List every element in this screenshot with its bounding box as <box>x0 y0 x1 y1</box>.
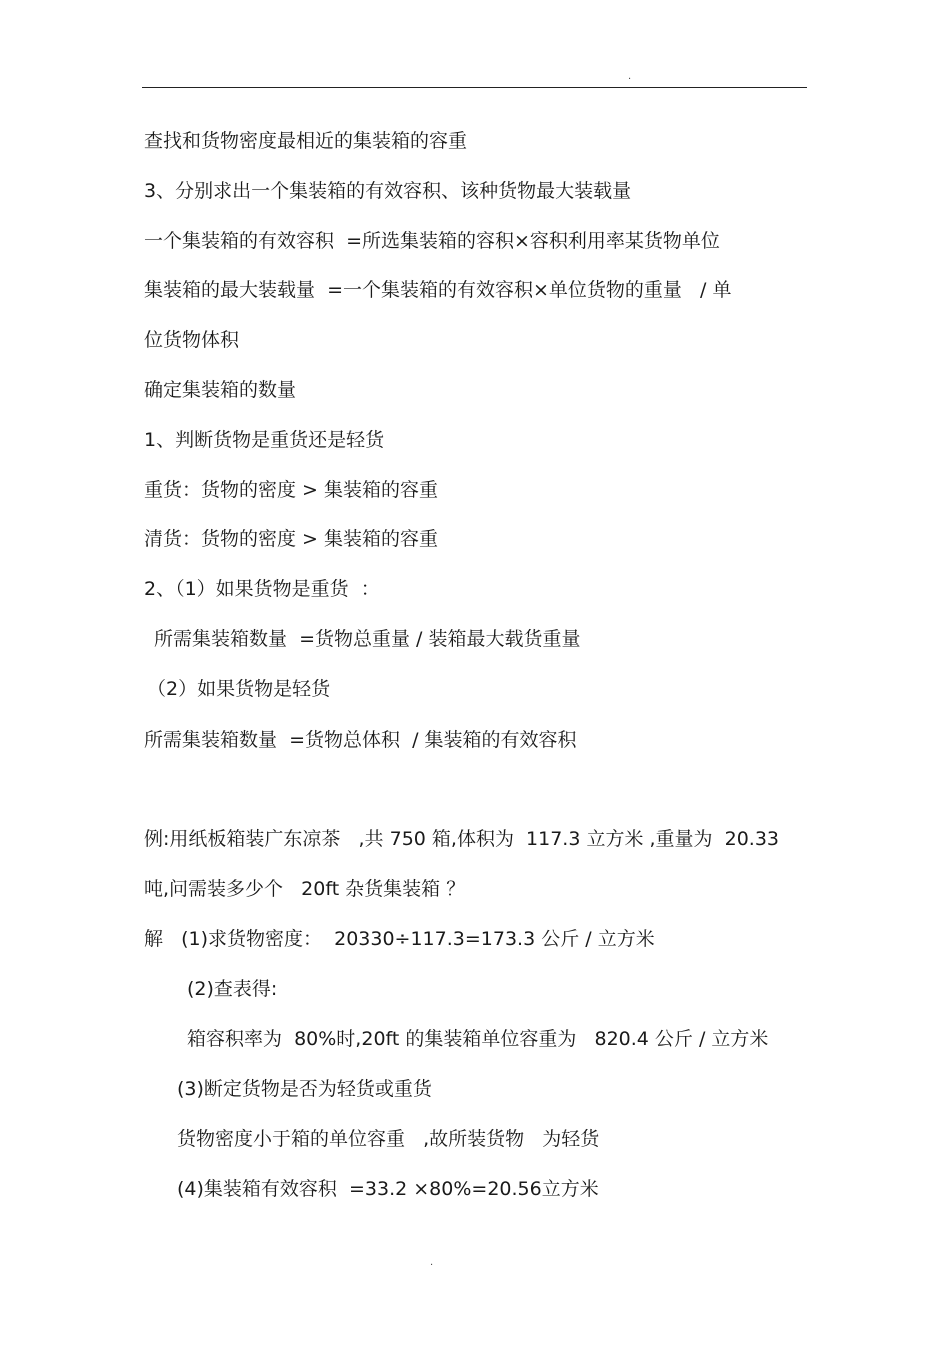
text-line: 1、判断货物是重货还是轻货 <box>144 429 385 451</box>
text-line: 箱容积率为 80%时,20ft 的集装箱单位容重为 820.4 公斤 / 立方米 <box>187 1028 769 1050</box>
header-dot: . <box>628 71 632 82</box>
text-line: 确定集装箱的数量 <box>144 379 297 401</box>
text-line: 3、分别求出一个集装箱的有效容积、该种货物最大装载量 <box>144 180 632 202</box>
text-line: 所需集装箱数量 =货物总重量 / 装箱最大载货重量 <box>154 628 581 650</box>
text-line: (2)查表得: <box>187 978 278 1000</box>
text-line: (3)断定货物是否为轻货或重货 <box>177 1078 432 1100</box>
text-line: 吨,问需装多少个 20ft 杂货集装箱 ？ <box>144 878 466 900</box>
footer-dot: . <box>430 1257 434 1268</box>
header-rule <box>142 87 807 88</box>
text-line: 重货：货物的密度 > 集装箱的容重 <box>144 479 438 501</box>
text-line: 位货物体积 <box>144 329 240 351</box>
text-line: 所需集装箱数量 =货物总体积 / 集装箱的有效容积 <box>144 729 577 751</box>
text-line: （2）如果货物是轻货 <box>147 678 331 700</box>
text-line: 货物密度小于箱的单位容重 ,故所装货物 为轻货 <box>177 1128 600 1150</box>
text-line: 2、（1）如果货物是重货 ： <box>144 578 380 600</box>
text-line: 集装箱的最大装载量 =一个集装箱的有效容积×单位货物的重量 / 单 <box>144 279 732 301</box>
text-line: 例:用纸板箱装广东凉茶 ,共 750 箱,体积为 117.3 立方米 ,重量为 20.33 <box>144 828 780 850</box>
text-line: 清货：货物的密度 > 集装箱的容重 <box>144 528 438 550</box>
text-line: (4)集装箱有效容积 =33.2 ×80%=20.56立方米 <box>177 1178 599 1200</box>
text-line: 解 (1)求货物密度： 20330÷117.3=173.3 公斤 / 立方米 <box>144 928 655 950</box>
text-line: 查找和货物密度最相近的集装箱的容重 <box>144 130 468 152</box>
text-line: 一个集装箱的有效容积 =所选集装箱的容积×容积利用率某货物单位 <box>144 230 720 252</box>
